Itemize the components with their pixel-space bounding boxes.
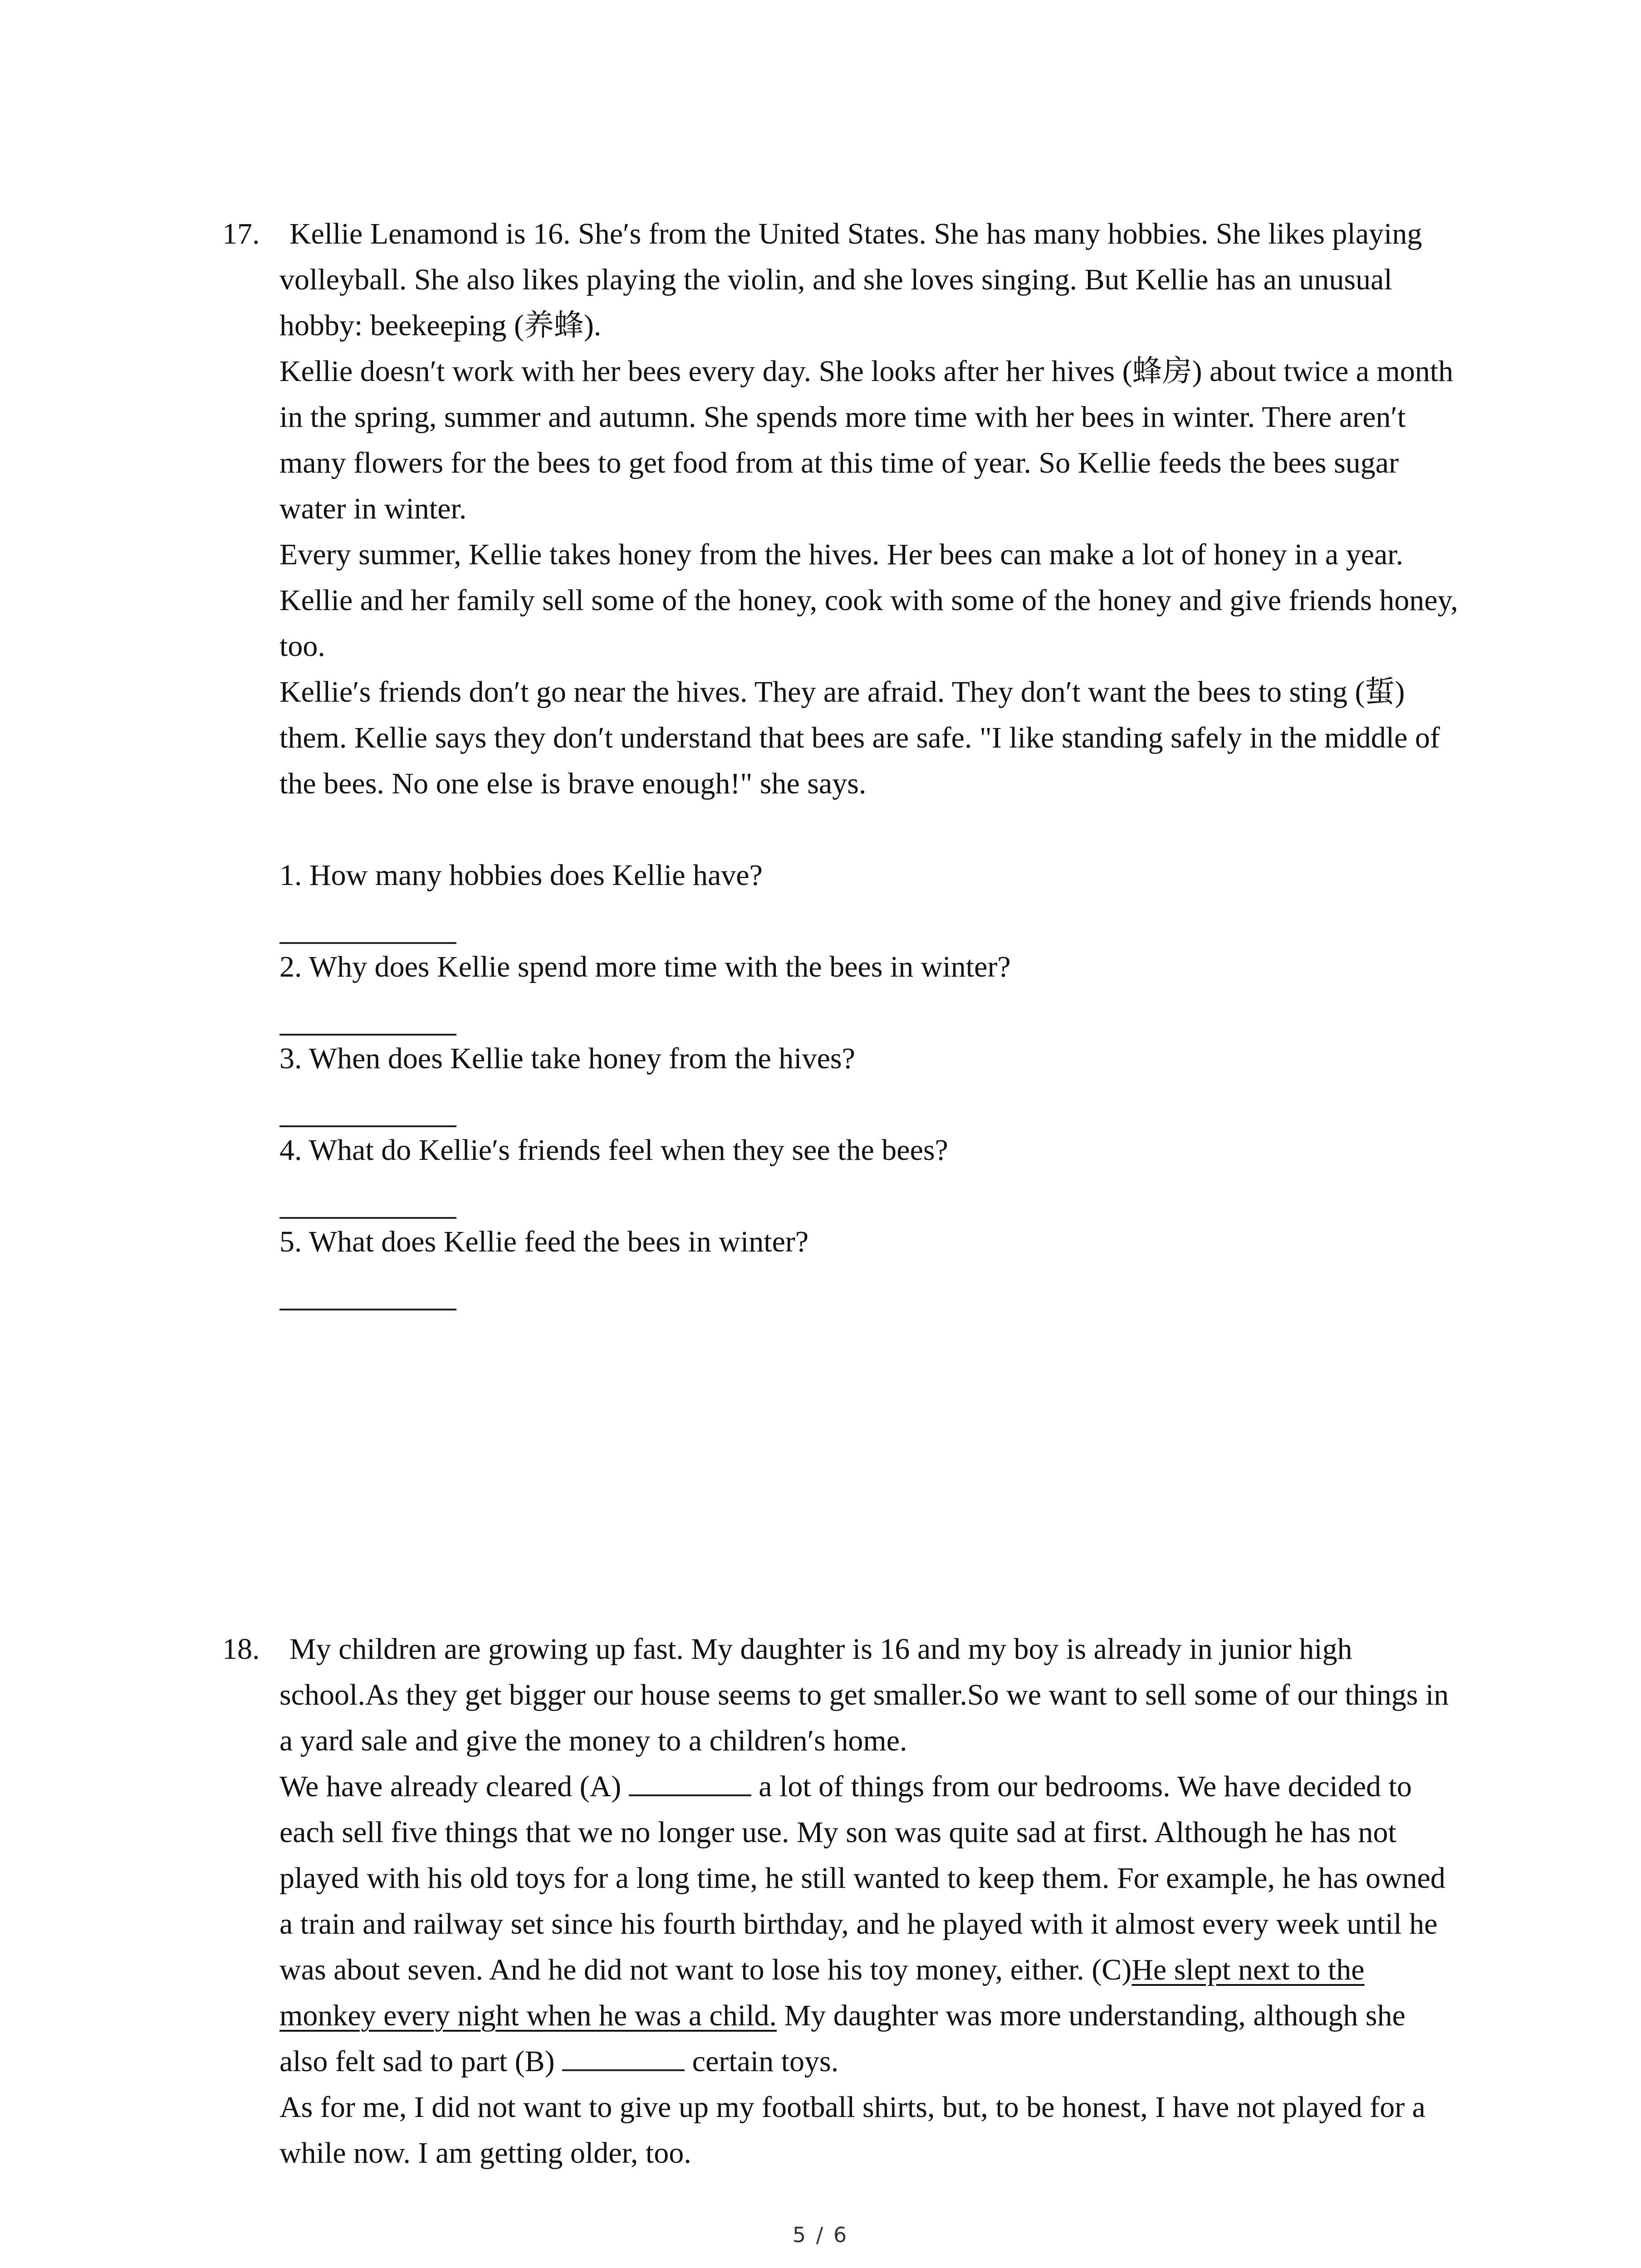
passage-paragraph <box>279 1764 1461 2084</box>
passage-text: a lot of things from our bedrooms. We have decided to each sell five things that we no longer use. My son was quite sad at first. Although he has not played with his old toys for a long time, he still wanted to keep them. For example, he has owned a train and railway set since his fourth birthday, and he played with it almost every week until he was about seven. And he did not want to lose his toy money, either. (C) <box>279 1770 1445 1986</box>
underlined-sentence-c: He slept next to the monkey every night when he was a child. <box>279 1953 1365 2032</box>
passage-paragraph: Kellie Lenamond is 16. She′s from the United States. She has many hobbies. She likes playing volleyball. She also likes playing the violin, and she loves singing. But Kellie has an unusual hobby: beekeeping (养蜂). <box>279 217 1422 342</box>
sub-question: 3. When does Kellie take honey from the hives? <box>279 1042 855 1075</box>
passage-paragraph: Kellie′s friends don′t go near the hives. They are afraid. They don′t want the bees to sting (蜇) them. Kellie says they don′t understand that bees are safe. "I like standing safely in the middle of the bees. No one else is brave enough!" she says. <box>279 675 1440 800</box>
passage-paragraph: My children are growing up fast. My daughter is 16 and my boy is already in junior high school.As they get bigger our house seems to get smaller.So we want to sell some of our things in a yard sale and give the money to a children′s home. <box>279 1633 1449 1757</box>
sub-question: 4. What do Kellie′s friends feel when they see the bees? <box>279 1134 948 1167</box>
answer-blank[interactable] <box>279 1081 456 1127</box>
passage-paragraph: Kellie doesn′t work with her bees every day. She looks after her hives (蜂房) about twice a month in the spring, summer and autumn. She spends more time with her bees in winter. There aren′t many flowers for the bees to get food from at this time of year. So Kellie feeds the bees sugar water in winter. <box>279 355 1454 525</box>
question-body <box>279 1626 1461 2176</box>
answer-blank-a[interactable] <box>629 1769 751 1796</box>
passage-text: My daughter was more understanding, although she also felt sad to part (B) <box>279 1999 1406 2078</box>
answer-blank[interactable] <box>279 1265 456 1310</box>
page-number: 5 / 6 <box>792 2223 849 2247</box>
sub-question: 5. What does Kellie feed the bees in winter? <box>279 1225 809 1258</box>
question-number: 17. <box>222 217 260 250</box>
passage-text: certain toys. <box>692 2045 839 2078</box>
spacer <box>279 807 1461 852</box>
passage-text: We have already cleared (A) <box>279 1770 622 1803</box>
question-body <box>279 211 1461 1310</box>
answer-blank[interactable] <box>279 898 456 944</box>
sub-question: 1. How many hobbies does Kellie have? <box>279 859 763 892</box>
question-number: 18. <box>222 1633 260 1666</box>
answer-blank[interactable] <box>279 990 456 1036</box>
answer-blank-b[interactable] <box>562 2044 685 2071</box>
passage-paragraph: As for me, I did not want to give up my football shirts, but, to be honest, I have not played for a while now. I am getting older, too. <box>279 2091 1425 2170</box>
sub-question: 2. Why does Kellie spend more time with the bees in winter? <box>279 950 1011 983</box>
answer-blank[interactable] <box>279 1173 456 1219</box>
passage-paragraph: Every summer, Kellie takes honey from the hives. Her bees can make a lot of honey in a year. Kellie and her family sell some of the honey, cook with some of the honey and give friends honey, too. <box>279 538 1458 663</box>
